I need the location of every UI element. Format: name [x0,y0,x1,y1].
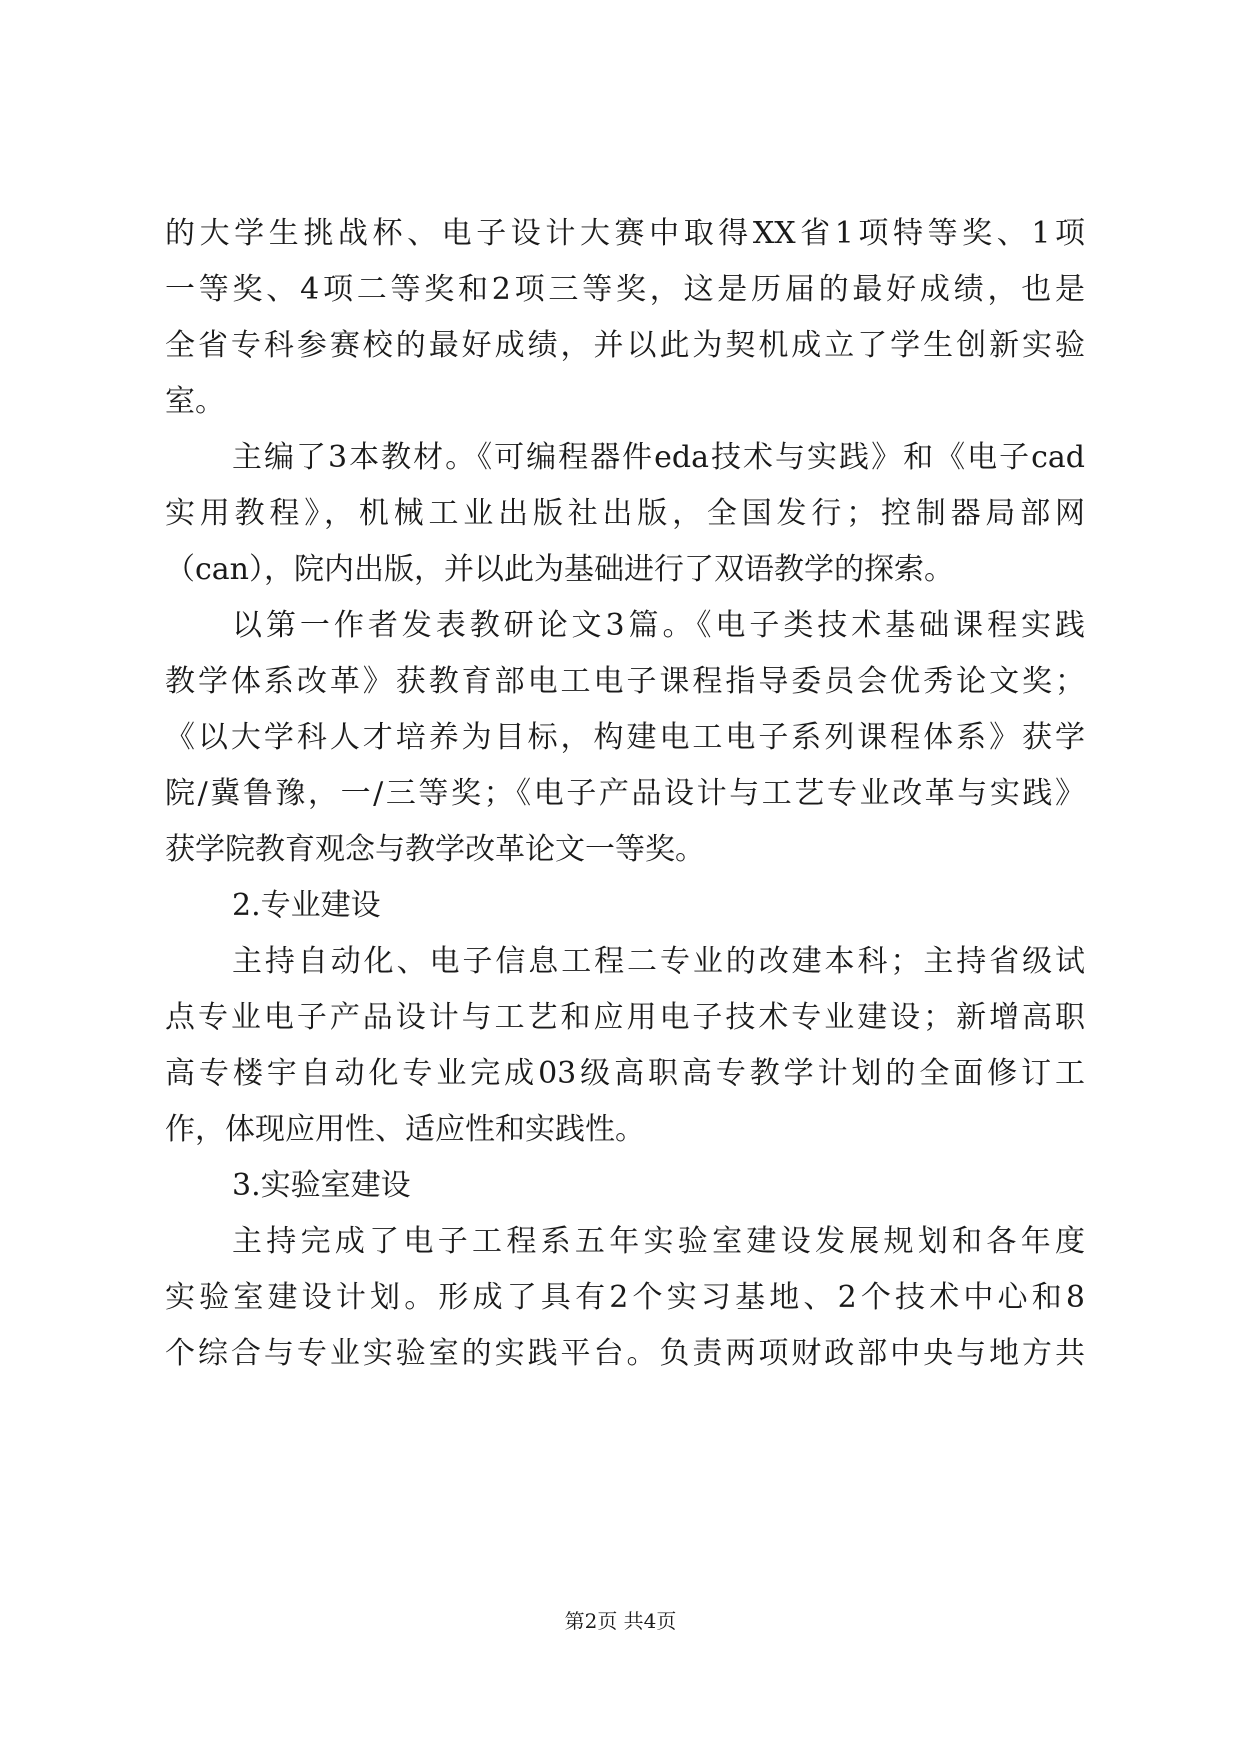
body-line: 高专楼宇自动化专业完成03级高职高专教学计划的全面修订工 [165,1056,1085,1091]
body-line: （can），院内出版，并以此为基础进行了双语教学的探索。 [165,552,955,587]
body-line: 教学体系改革》获教育部电工电子课程指导委员会优秀论文奖； [165,664,1085,699]
body-line: 实用教程》，机械工业出版社出版，全国发行；控制器局部网 [165,496,1085,531]
body-line: 点专业电子产品设计与工艺和应用电子技术专业建设；新增高职 [165,1000,1085,1035]
body-line: 院/冀鲁豫，一/三等奖；《电子产品设计与工艺专业改革与实践》 [165,776,1085,811]
body-line: 主持完成了电子工程系五年实验室建设发展规划和各年度 [232,1224,1085,1259]
body-line: 《以大学科人才培养为目标，构建电工电子系列课程体系》获学 [165,720,1085,755]
body-line: 一等奖、4项二等奖和2项三等奖，这是历届的最好成绩，也是 [165,272,1085,307]
body-line: 主编了3本教材。《可编程器件eda技术与实践》和《电子cad [232,440,1085,475]
body-line: 作，体现应用性、适应性和实践性。 [165,1112,645,1147]
page-number-footer: 第2页 共4页 [564,1609,677,1633]
body-line: 主持自动化、电子信息工程二专业的改建本科；主持省级试 [232,944,1085,979]
body-line: 个综合与专业实验室的实践平台。负责两项财政部中央与地方共 [165,1336,1085,1371]
section-heading: 3.实验室建设 [232,1168,411,1203]
body-line: 全省专科参赛校的最好成绩，并以此为契机成立了学生创新实验 [165,328,1085,363]
body-line: 实验室建设计划。形成了具有2个实习基地、2个技术中心和8 [165,1280,1085,1315]
body-line: 获学院教育观念与教学改革论文一等奖。 [165,832,705,867]
body-line: 以第一作者发表教研论文3篇。《电子类技术基础课程实践 [232,608,1085,643]
body-line: 室。 [165,384,225,419]
section-heading: 2.专业建设 [232,888,381,923]
body-line: 的大学生挑战杯、电子设计大赛中取得XX省1项特等奖、1项 [165,216,1085,251]
